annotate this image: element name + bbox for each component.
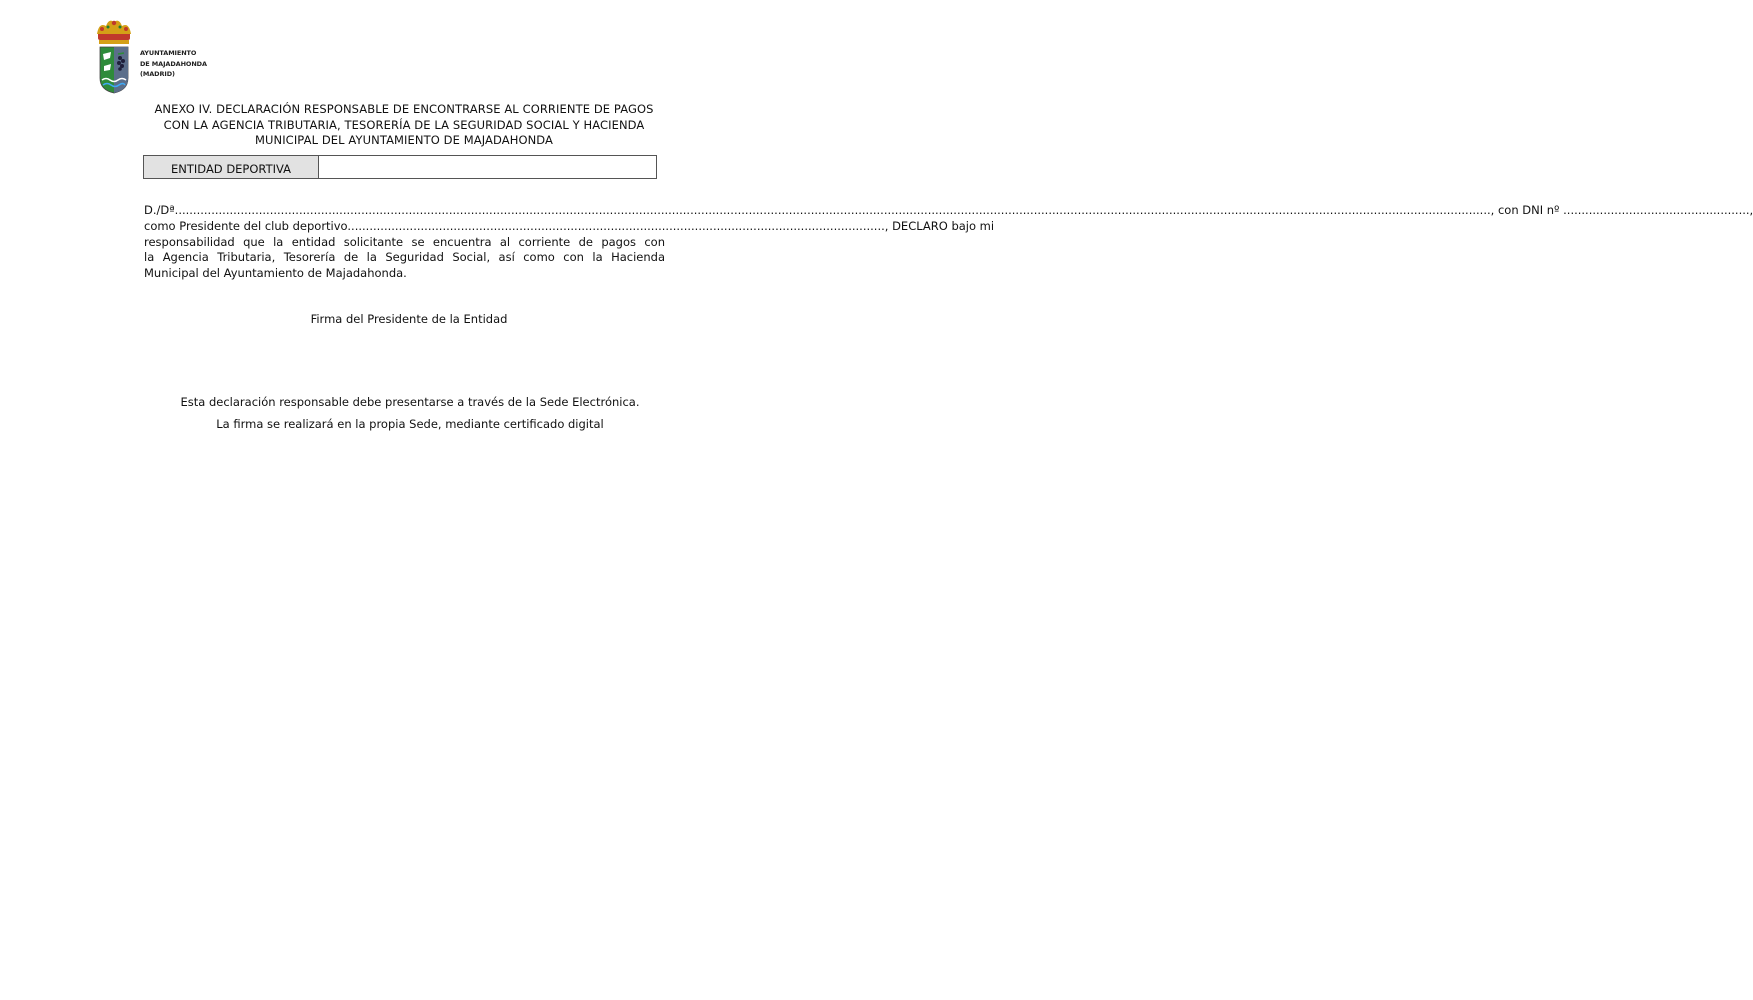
municipal-logo [92,18,222,96]
document-title [140,102,668,149]
declaration-line: responsabilidad que la entidad solicitante se encuentra al corriente de pagos con [144,234,665,249]
entity-value-field[interactable] [319,156,656,178]
org-line-1: AYUNTAMIENTO [140,49,197,57]
title-line-1: ANEXO IV. DECLARACIÓN RESPONSABLE DE ENCONTRARSE AL CORRIENTE DE PAGOS [154,102,654,116]
declaration-line: D./Dª........................................................................................................................................................................................................................................................................................................................................................................, con DNI nº ..................................................., [144,203,1753,217]
org-line-2: DE MAJADAHONDA [140,59,207,68]
signature-label: Firma del Presidente de la Entidad [310,312,508,326]
title-line-3: MUNICIPAL DEL AYUNTAMIENTO DE MAJADAHONDA [254,133,554,147]
entity-table [143,155,657,179]
declaration-line: como Presidente del club deportivo..................................................................................................................................................., DECLARO bajo mi [144,218,995,233]
title-line-2: CON LA AGENCIA TRIBUTARIA, TESORERÍA DE LA SEGURIDAD SOCIAL Y HACIENDA [163,117,645,132]
org-line-3: (MADRID) [140,70,175,78]
declaration-text [144,203,1753,282]
declaration-line: la Agencia Tributaria, Tesorería de la Seguridad Social, así como con la Hacienda [144,250,665,265]
declaration-line: Municipal del Ayuntamiento de Majadahonda. [144,266,407,281]
coat-of-arms-icon [94,18,134,94]
municipality-name [140,48,207,80]
entity-label: ENTIDAD DEPORTIVA [144,156,319,178]
submission-notice: Esta declaración responsable debe presentarse a través de la Sede Electrónica. [180,395,640,409]
signature-notice: La firma se realizará en la propia Sede, mediante certificado digital [216,417,604,431]
